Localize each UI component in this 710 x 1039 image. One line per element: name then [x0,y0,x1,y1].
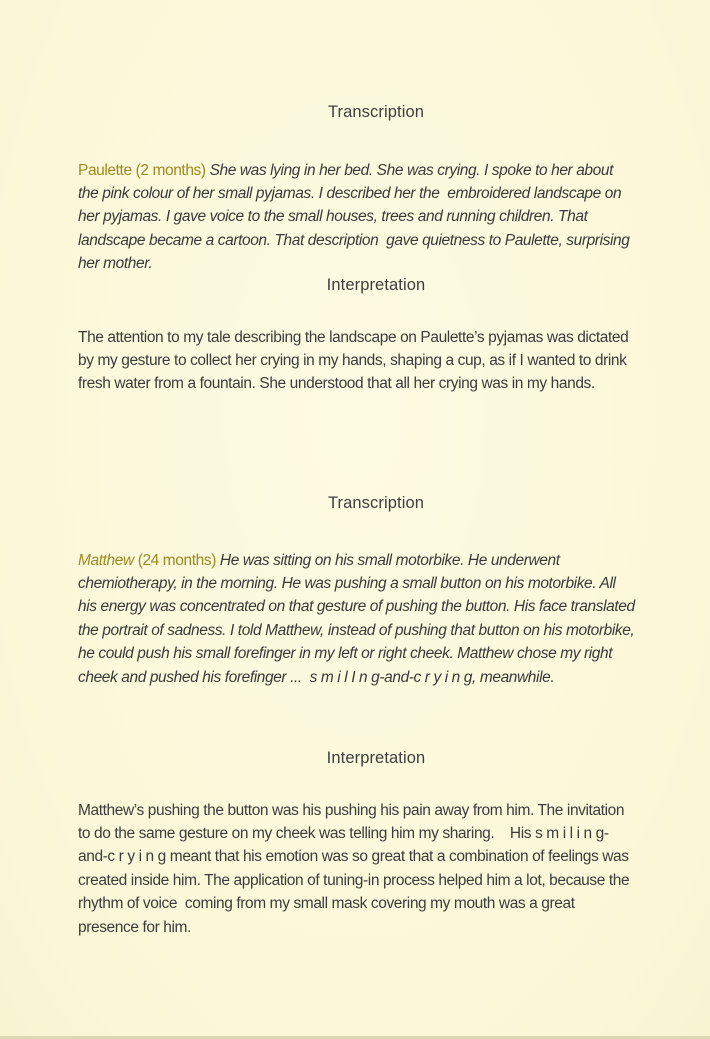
section-heading-interpretation-2: Interpretation [326,749,426,767]
case-name-matthew: Matthew [78,551,134,569]
section-heading-transcription-2: Transcription [327,494,425,512]
interpretation-paragraph-paulette: The attention to my tale describing the landscape on Paulette’s pyjamas was dictated by my gesture to collect her crying in my hands, shaping a cup, as if I wanted to drink fresh water from a fountain. She understood that all her crying was in my hands. [78,328,633,393]
section-heading-transcription-1: Transcription [327,103,425,121]
transcription-text-paulette: She was lying in her bed. She was crying. I spoke to her about the pink colour of her small pyjamas. I described her the embroidered landscape on her pyjamas. I gave voice to the small houses, trees and running children. That landscape became a cartoon. That description gave quietness to Paulette, surprising her mother. [78,161,634,273]
case-label-paulette: Paulette (2 months) [78,161,210,179]
transcription-text-matthew: He was sitting on his small motorbike. He underwent chemiotherapy, in the morning. He was pushing a small button on his motorbike. All his energy was concentrated on that gesture of pushing the button. His face translated the portrait of sadness. I told Matthew, instead of pushing that button on his motorbike, he could push his small forefinger in my left or right cheek. Matthew chose my right cheek and pushed his forefinger ... s m i l I n g-and-c r y i n g, meanwhile. [78,551,639,686]
case-label-matthew: (24 months) [133,551,220,569]
section-heading-interpretation-1: Interpretation [326,276,426,294]
interpretation-paragraph-matthew: Matthew’s pushing the button was his pushing his pain away from him. The invitation to do the same gesture on my cheek was telling him my sharing. His s m i l i n g-and-c r y i n g meant that his emotion was so great that a combination of feelings was created inside him. The application of tuning-in process helped him a lot, because the rhythm of voice coming from my small mask covering my mouth was a great presence for him. [78,801,634,936]
transcription-paragraph-paulette [78,159,636,276]
transcription-paragraph-matthew [78,549,639,689]
